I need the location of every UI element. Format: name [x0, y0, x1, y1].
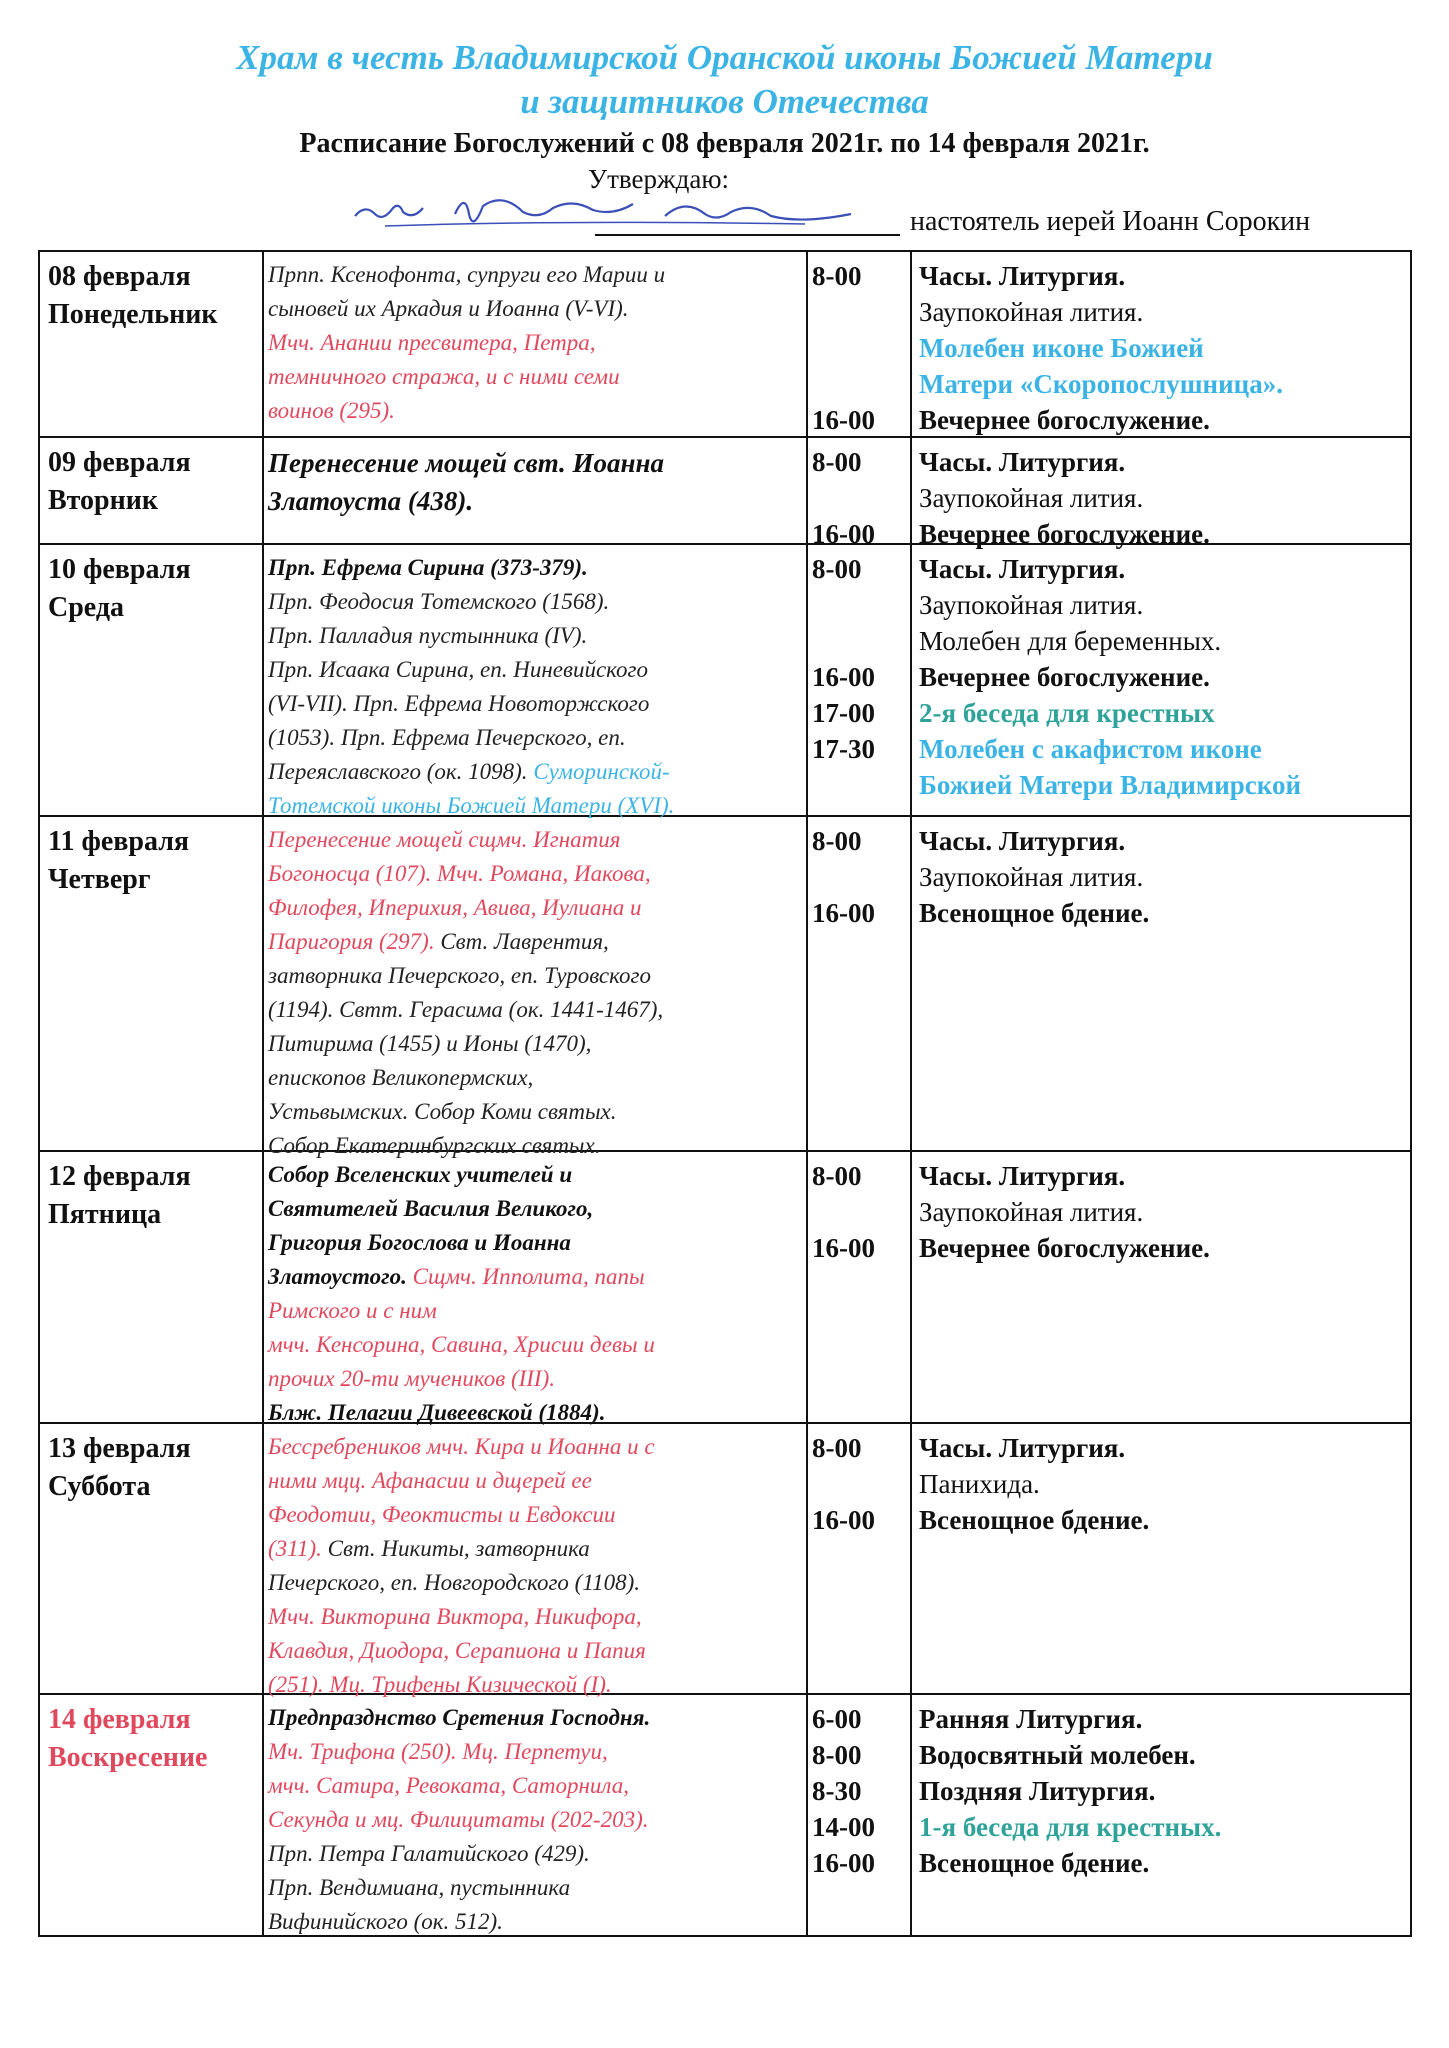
table-border [806, 250, 808, 1937]
services-cell [919, 444, 1419, 552]
saint-line: Перенесение мощей сщмч. Игнатия [268, 827, 621, 852]
saint-line: епископов Великопермских, [268, 1065, 534, 1090]
services-cell [919, 258, 1419, 438]
services-cell [919, 1158, 1419, 1266]
saint-line: прочих 20-ти мучеников (III). [268, 1366, 555, 1391]
saint-line: Святителей Василия Великого, [268, 1196, 594, 1221]
signature-icon [345, 186, 905, 246]
saints-cell [268, 551, 798, 823]
service-time: 8-30 [812, 1776, 862, 1806]
service-time [812, 1466, 907, 1502]
saint-line: Григория Богослова и Иоанна [268, 1230, 571, 1255]
services-cell [919, 823, 1419, 931]
church-title-line1: Храм в честь Владимирской Оранской иконы Божией Матери [236, 38, 1213, 77]
times-cell [812, 258, 907, 438]
saint-line: Златоуста (438). [268, 486, 474, 516]
day-weekday: Суббота [48, 1471, 151, 1502]
service-time: 16-00 [812, 1233, 875, 1263]
saint-line: мчч. Кенсорина, Савина, Хрисии девы и [268, 1332, 655, 1357]
service-time: 17-00 [812, 698, 875, 728]
service-time: 8-00 [812, 554, 862, 584]
services-cell [919, 1430, 1419, 1538]
service-name: Матери «Скоропослушница». [919, 369, 1283, 399]
service-time [812, 859, 907, 895]
day-date: 14 февраля [48, 1704, 191, 1735]
service-time: 8-00 [812, 447, 862, 477]
saint-line: Паригория (297). [268, 929, 435, 954]
service-name: Ранняя Литургия. [919, 1704, 1143, 1734]
saint-line: Бессребреников мчч. Кира и Иоанна и с [268, 1434, 655, 1459]
day-weekday: Воскресение [48, 1742, 208, 1773]
saint-line: ними мцц. Афанасии и дщерей ее [268, 1468, 592, 1493]
saint-line: мчч. Сатира, Ревоката, Саторнила, [268, 1773, 629, 1798]
service-name: Всенощное бдение. [919, 898, 1150, 928]
service-name: Часы. Литургия. [919, 1433, 1126, 1463]
service-name: Часы. Литургия. [919, 1161, 1126, 1191]
saints-cell [268, 444, 798, 520]
service-name: Заупокойная лития. [919, 862, 1144, 892]
day-cell [48, 444, 191, 520]
times-cell [812, 1158, 907, 1266]
day-weekday: Вторник [48, 485, 159, 516]
services-cell [919, 551, 1419, 803]
times-cell [812, 1701, 907, 1881]
service-time [812, 330, 907, 366]
day-date: 12 февраля [48, 1161, 191, 1192]
saint-line: воинов (295). [268, 398, 395, 423]
saint-line: Клавдия, Диодора, Серапиона и Папия [268, 1638, 646, 1663]
saint-line: Переяславского (ок. 1098). [268, 759, 528, 784]
saint-line: Сщмч. Ипполита, папы [412, 1264, 645, 1289]
saints-cell [268, 1158, 798, 1430]
day-cell [48, 1158, 191, 1234]
day-cell [48, 258, 217, 334]
service-time: 8-00 [812, 1740, 862, 1770]
day-date: 13 февраля [48, 1433, 191, 1464]
saint-line: Прп. Ефрема Сирина (373-379). [268, 555, 588, 580]
service-time: 16-00 [812, 1848, 875, 1878]
service-time: 6-00 [812, 1704, 862, 1734]
service-time [812, 1194, 907, 1230]
saint-line: сыновей их Аркадия и Иоанна (V-VI). [268, 296, 629, 321]
service-name: Заупокойная лития. [919, 590, 1144, 620]
saint-line: Собор Екатеринбургских святых. [268, 1133, 601, 1158]
service-name: Вечернее богослужение. [919, 1233, 1210, 1263]
saint-line: Печерского, еп. Новгородского (1108). [268, 1570, 641, 1595]
saint-line: Мчч. Викторина Виктора, Никифора, [268, 1604, 642, 1629]
service-time: 17-30 [812, 734, 875, 764]
service-name: Заупокойная лития. [919, 1197, 1144, 1227]
service-name: Панихида. [919, 1469, 1040, 1499]
day-date: 08 февраля [48, 261, 191, 292]
service-name: 2-я беседа для крестных [919, 698, 1215, 728]
service-name: Вечернее богослужение. [919, 519, 1210, 549]
service-name: Заупокойная лития. [919, 483, 1144, 513]
saint-line: Предпразднство Сретения Господня. [268, 1705, 651, 1730]
service-name: Поздняя Литургия. [919, 1776, 1156, 1806]
saints-cell [268, 1701, 798, 1939]
saint-line: (251). Мц. Трифены Кизической (I). [268, 1672, 612, 1697]
service-name: Молебен с акафистом иконе [919, 734, 1262, 764]
saint-line: Питирима (1455) и Ионы (1470), [268, 1031, 592, 1056]
service-name: Заупокойная лития. [919, 297, 1144, 327]
service-name: Часы. Литургия. [919, 447, 1126, 477]
service-time: 14-00 [812, 1812, 875, 1842]
service-time: 16-00 [812, 405, 875, 435]
church-title-line2: и защитников Отечества [520, 82, 929, 121]
service-time [812, 294, 907, 330]
service-time: 16-00 [812, 898, 875, 928]
saint-line: Прпп. Ксенофонта, супруги его Марии и [268, 262, 666, 287]
saint-line: Филофея, Иперихия, Авива, Иулиана и [268, 895, 642, 920]
service-time [812, 366, 907, 402]
saints-cell [268, 1430, 798, 1702]
saint-line: Секунда и мц. Филицитаты (202-203). [268, 1807, 649, 1832]
service-time: 16-00 [812, 1505, 875, 1535]
saint-line: темничного стража, и с ними семи [268, 364, 620, 389]
times-cell [812, 1430, 907, 1538]
day-date: 11 февраля [48, 826, 190, 857]
saint-line: Свт. Никиты, затворника [327, 1536, 590, 1561]
day-weekday: Среда [48, 592, 125, 623]
saint-line: Прп. Феодосия Тотемского (1568). [268, 589, 610, 614]
saint-line: Мч. Трифона (250). Мц. Перпетуи, [268, 1739, 608, 1764]
service-name: Часы. Литургия. [919, 826, 1126, 856]
day-cell [48, 823, 189, 899]
times-cell [812, 444, 907, 552]
day-date: 10 февраля [48, 554, 191, 585]
service-time [812, 480, 907, 516]
saint-line: (VI-VII). Прп. Ефрема Новоторжского [268, 691, 650, 716]
saint-line: Прп. Палладия пустынника (IV). [268, 623, 588, 648]
saint-line: Богоносца (107). Мчч. Романа, Иакова, [268, 861, 651, 886]
service-time: 8-00 [812, 1433, 862, 1463]
saint-line: (1053). Прп. Ефрема Печерского, еп. [268, 725, 626, 750]
day-weekday: Понедельник [48, 299, 218, 330]
table-border [910, 250, 912, 1937]
service-name: Божией Матери Владимирской [919, 770, 1302, 800]
saint-line: Перенесение мощей свт. Иоанна [268, 448, 665, 478]
saint-line: Римского и с ним [268, 1298, 437, 1323]
services-cell [919, 1701, 1419, 1881]
service-time: 8-00 [812, 261, 862, 291]
service-name: Часы. Литургия. [919, 554, 1126, 584]
day-cell [48, 1430, 191, 1506]
service-name: Молебен иконе Божией [919, 333, 1204, 363]
service-name: Вечернее богослужение. [919, 405, 1210, 435]
saint-line: затворника Печерского, еп. Туровского [268, 963, 651, 988]
service-name: Водосвятный молебен. [919, 1740, 1196, 1770]
saint-line: Блж. Пелагии Дивеевской (1884). [268, 1400, 606, 1425]
schedule-subtitle: Расписание Богослужений с 08 февраля 2021г. по 14 февраля 2021г. [299, 128, 1150, 159]
table-border [38, 250, 40, 1937]
times-cell [812, 551, 907, 767]
saint-line: Собор Вселенских учителей и [268, 1162, 573, 1187]
service-time: 8-00 [812, 826, 862, 856]
saint-line: Феодотии, Феоктисты и Евдоксии [268, 1502, 616, 1527]
saint-line: Златоустого. [268, 1264, 407, 1289]
signature-line [595, 234, 900, 236]
saint-line: Прп. Петра Галатийского (429). [268, 1841, 590, 1866]
service-name: Всенощное бдение. [919, 1848, 1150, 1878]
saint-line: (311). [268, 1536, 322, 1561]
table-border [262, 250, 264, 1937]
service-time [812, 587, 907, 623]
day-weekday: Четверг [48, 864, 151, 895]
day-cell [48, 551, 191, 627]
day-date: 09 февраля [48, 447, 191, 478]
day-weekday: Пятница [48, 1199, 162, 1230]
service-time: 8-00 [812, 1161, 862, 1191]
saint-line: Прп. Вендимиана, пустынника [268, 1875, 571, 1900]
service-time [812, 623, 907, 659]
service-name: Молебен для беременных. [919, 626, 1222, 656]
times-cell [812, 823, 907, 931]
saint-line: Вифинийского (ок. 512). [268, 1909, 503, 1934]
saint-line: Мчч. Анании пресвитера, Петра, [268, 330, 596, 355]
saints-cell [268, 258, 798, 428]
service-name: Вечернее богослужение. [919, 662, 1210, 692]
saint-line: Прп. Исаака Сирина, еп. Ниневийского [268, 657, 649, 682]
service-time: 16-00 [812, 519, 875, 549]
service-name: Всенощное бдение. [919, 1505, 1150, 1535]
saint-line: Суморинской- [533, 759, 670, 784]
saint-line: Свт. Лаврентия, [440, 929, 609, 954]
saint-line: Устьвымских. Собор Коми святых. [268, 1099, 617, 1124]
saint-line: Тотемской иконы Божией Матери (XVI). [268, 793, 675, 818]
approve-label: Утверждаю: [588, 164, 730, 194]
service-time: 16-00 [812, 662, 875, 692]
table-border [38, 250, 1410, 252]
rector-name: настоятель иерей Иоанн Сорокин [910, 206, 1311, 237]
saints-cell [268, 823, 798, 1163]
saint-line: (1194). Свтт. Герасима (ок. 1441-1467), [268, 997, 664, 1022]
day-cell [48, 1701, 207, 1777]
service-name: 1-я беседа для крестных. [919, 1812, 1222, 1842]
service-name: Часы. Литургия. [919, 261, 1126, 291]
